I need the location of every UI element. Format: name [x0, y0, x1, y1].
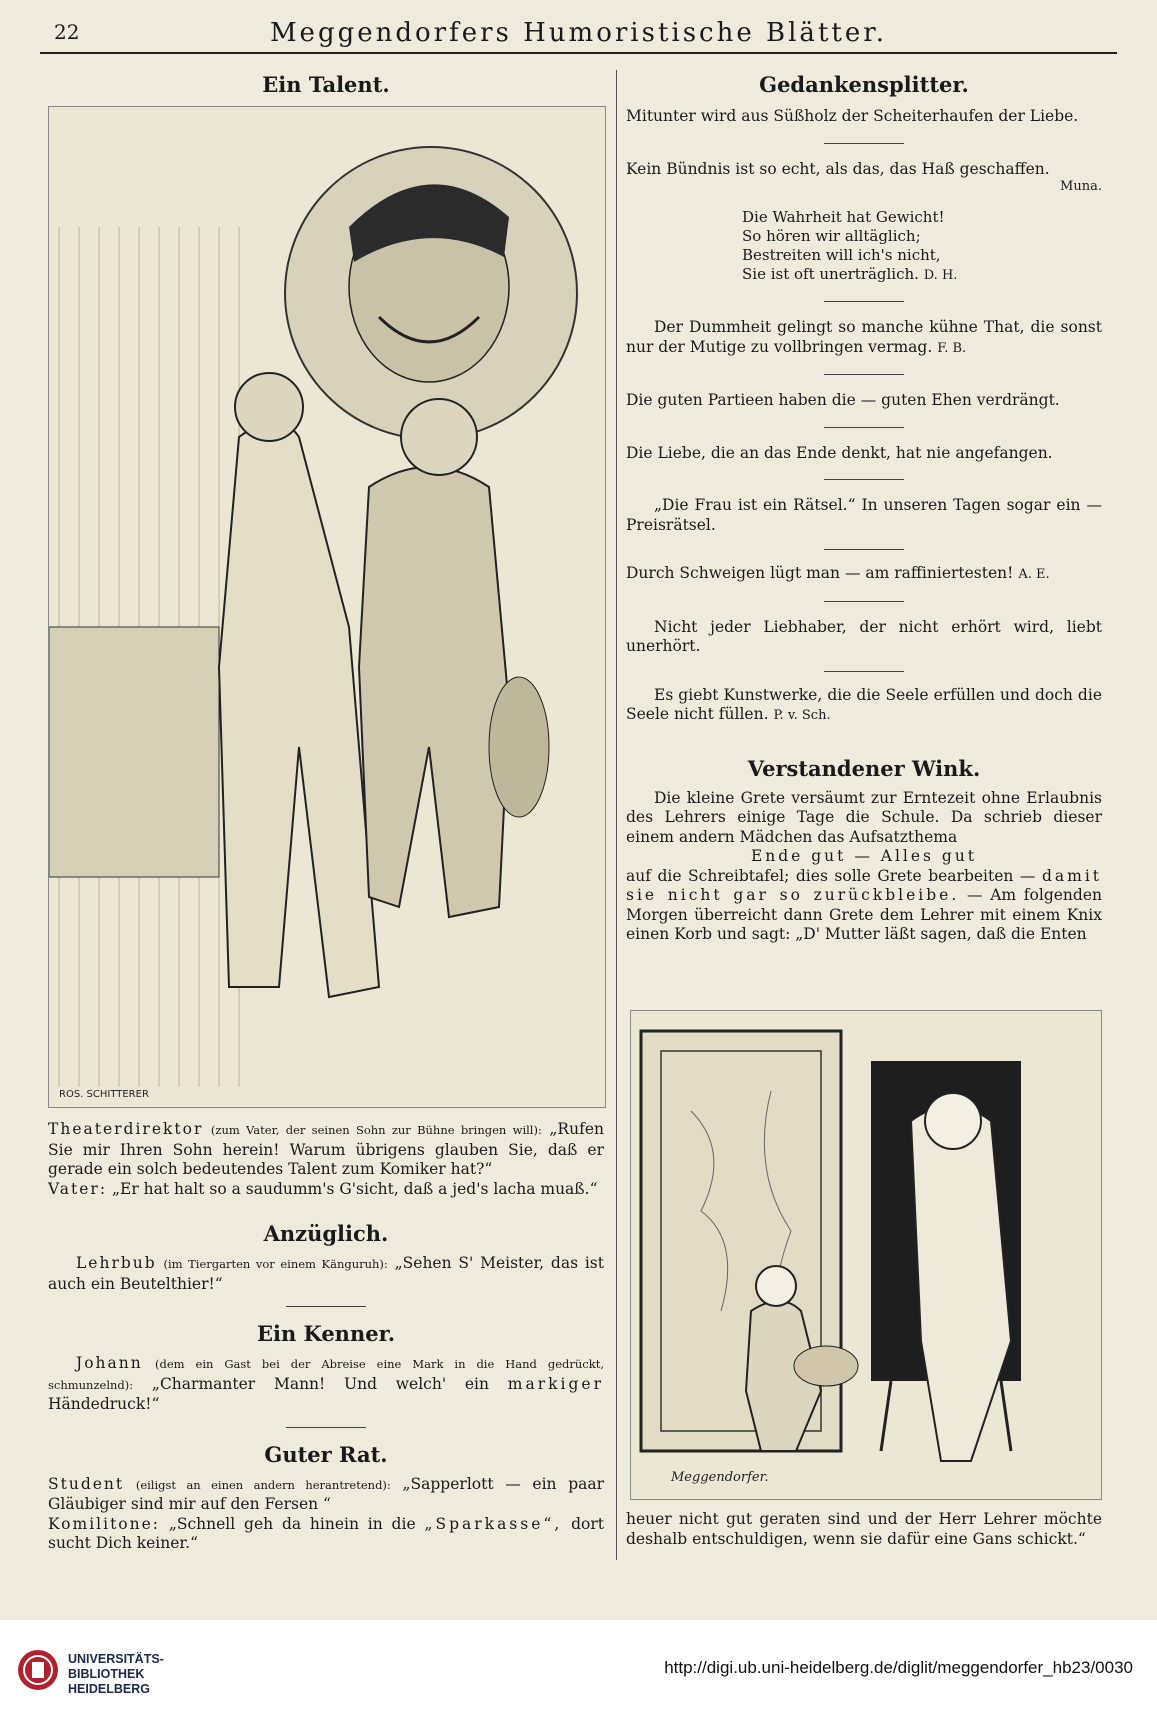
wink-illustration-drawing	[631, 1011, 1101, 1499]
dialogue-line: „Schnell geh da hinein in die	[168, 1514, 416, 1533]
rat-title: Guter Rat.	[264, 1441, 388, 1467]
aphorism-signature: Muna.	[1060, 179, 1102, 194]
header-rule	[40, 52, 1117, 54]
anzueglich-title: Anzüglich.	[263, 1221, 389, 1246]
column-divider	[616, 70, 617, 1560]
library-name: UNIVERSITÄTS- BIBLIOTHEK HEIDELBERG	[68, 1652, 164, 1696]
aphorism: Die Liebe, die an das Ende denkt, hat nie angefangen.	[626, 443, 1053, 462]
talent-dialogue	[48, 1120, 604, 1554]
speaker-johann: Johann	[76, 1354, 143, 1372]
dialogue-line: dort sucht Dich keiner.“	[48, 1514, 604, 1552]
page-number: 22	[54, 20, 80, 44]
wink-conclusion	[626, 1510, 1102, 1549]
left-column	[48, 72, 604, 97]
wink-illustration	[630, 1010, 1102, 1500]
right-column	[626, 72, 1102, 945]
wink-theme: Ende gut — Alles gut	[750, 847, 978, 865]
aphorism: „Die Frau ist ein Rätsel.“ In unseren Tagen sogar ein — Preisrätsel.	[626, 496, 1102, 534]
talent-illustration-drawing	[49, 107, 605, 1107]
separator	[824, 374, 904, 375]
separator	[824, 427, 904, 428]
masthead: Meggendorfers Humoristische Blätter.	[269, 18, 888, 48]
talent-title: Ein Talent.	[262, 72, 390, 97]
dialogue-line: „Sehen S' Meister, das ist auch ein Beutelthier!“	[48, 1254, 604, 1293]
stage-note: (eiligst an einen andern herantretend):	[135, 1477, 391, 1492]
talent-illustration	[48, 106, 606, 1108]
dialogue-line: „Charmanter Mann! Und welch' ein	[151, 1374, 489, 1393]
aphorism: Durch Schweigen lügt man — am raffiniertesten! A. E.	[626, 564, 1050, 582]
stage-note: (im Tiergarten vor einem Känguruh):	[163, 1257, 388, 1271]
library-seal-icon	[16, 1648, 60, 1692]
speaker-lehrbub: Lehrbub	[76, 1254, 157, 1272]
aphorism: Es giebt Kunstwerke, die die Seele erfüllen und doch die Seele nicht füllen. P. v. Sch.	[626, 685, 1102, 723]
dialogue-line: „Er hat halt so a saudumm's G'sicht, daß a jed's lacha muaß.“	[111, 1179, 598, 1198]
dialogue-line: Händedruck!“	[48, 1395, 160, 1413]
illustration-signature: Meggendorfer.	[671, 1470, 769, 1485]
wink-title: Verstandener Wink.	[747, 755, 981, 781]
aphorism: Die guten Partieen haben die — guten Ehen verdrängt.	[626, 391, 1060, 409]
aphorism: Mitunter wird aus Süßholz der Scheiterhaufen der Liebe.	[626, 107, 1079, 125]
dialogue-line: „Rufen Sie mir Ihren Sohn herein! Warum übrigens glauben Sie, daß er gerade ein solch bedeutendes Talent zum Komiker hat?“	[48, 1120, 604, 1178]
poem-line: Bestreiten will ich's nicht,	[742, 246, 941, 264]
aphorism: Der Dummheit gelingt so manche kühne That, die sonst nur der Mutige zu vollbringen vermag. F. B.	[626, 318, 1102, 356]
speaker-theaterdirektor: Theaterdirektor	[48, 1120, 204, 1138]
emphasis: „Sparkasse“,	[424, 1514, 563, 1533]
separator	[824, 671, 904, 672]
poem-line: Die Wahrheit hat Gewicht!	[742, 208, 945, 226]
speaker-komilitone: Komilitone:	[48, 1514, 161, 1533]
separator	[824, 479, 904, 480]
illustration-signature: ROS. SCHITTERER	[59, 1089, 149, 1100]
gedanken-title: Gedankensplitter.	[759, 72, 969, 97]
running-header	[40, 14, 1117, 54]
separator	[824, 601, 904, 602]
dialogue-line: „Sapperlott — ein paar Gläubiger sind mir auf den Fersen “	[48, 1474, 605, 1513]
digitization-footer	[0, 1620, 1157, 1720]
basket	[794, 1346, 858, 1386]
aphorism: Nicht jeder Liebhaber, der nicht erhört wird, liebt unerhört.	[626, 617, 1102, 655]
separator	[286, 1306, 366, 1307]
wink-paragraph: heuer nicht gut geraten sind und der Herr Lehrer möchte deshalb entschuldigen, wenn sie dafür eine Gans schickt.“	[626, 1510, 1102, 1548]
poem-line: So hören wir alltäglich;	[742, 227, 921, 245]
separator	[824, 143, 904, 144]
kenner-title: Ein Kenner.	[256, 1321, 396, 1346]
speaker-student: Student	[48, 1474, 125, 1493]
poem	[742, 208, 1102, 285]
poem-line: Sie ist oft unerträglich.	[742, 265, 919, 283]
aphorism: Kein Bündnis ist so echt, als das, das Haß geschaffen.	[626, 159, 1050, 178]
speaker-vater: Vater:	[48, 1179, 108, 1198]
wink-paragraph: auf die Schreibtafel; dies solle Grete bearbeiten — damit sie nicht gar so zurückbleibe. — Am folgenden Morgen überreicht dann Grete dem Lehrer mit einem Knix einen Korb und sagt: „D' Mutter läßt sagen, daß die Enten	[626, 866, 1102, 943]
separator	[824, 301, 904, 302]
emphasis: damit sie nicht gar so zurückbleibe.	[626, 866, 1102, 904]
source-url[interactable]: http://digi.ub.uni-heidelberg.de/diglit/meggendorfer_hb23/0030	[664, 1658, 1133, 1677]
stage-note: (zum Vater, der seinen Sohn zur Bühne bringen will):	[210, 1123, 542, 1137]
separator	[286, 1427, 366, 1428]
emphasis: markiger	[507, 1374, 604, 1393]
poem-signature: D. H.	[923, 268, 958, 283]
separator	[824, 549, 904, 550]
wink-paragraph: Die kleine Grete versäumt zur Erntezeit ohne Erlaubnis des Lehrers einige Tage die Schule. Da schrieb dieser einem andern Mädchen das Aufsatzthema	[626, 788, 1102, 846]
stage-note: (dem ein Gast bei der Abreise eine Mark in die Hand gedrückt, schmunzelnd):	[48, 1357, 604, 1392]
